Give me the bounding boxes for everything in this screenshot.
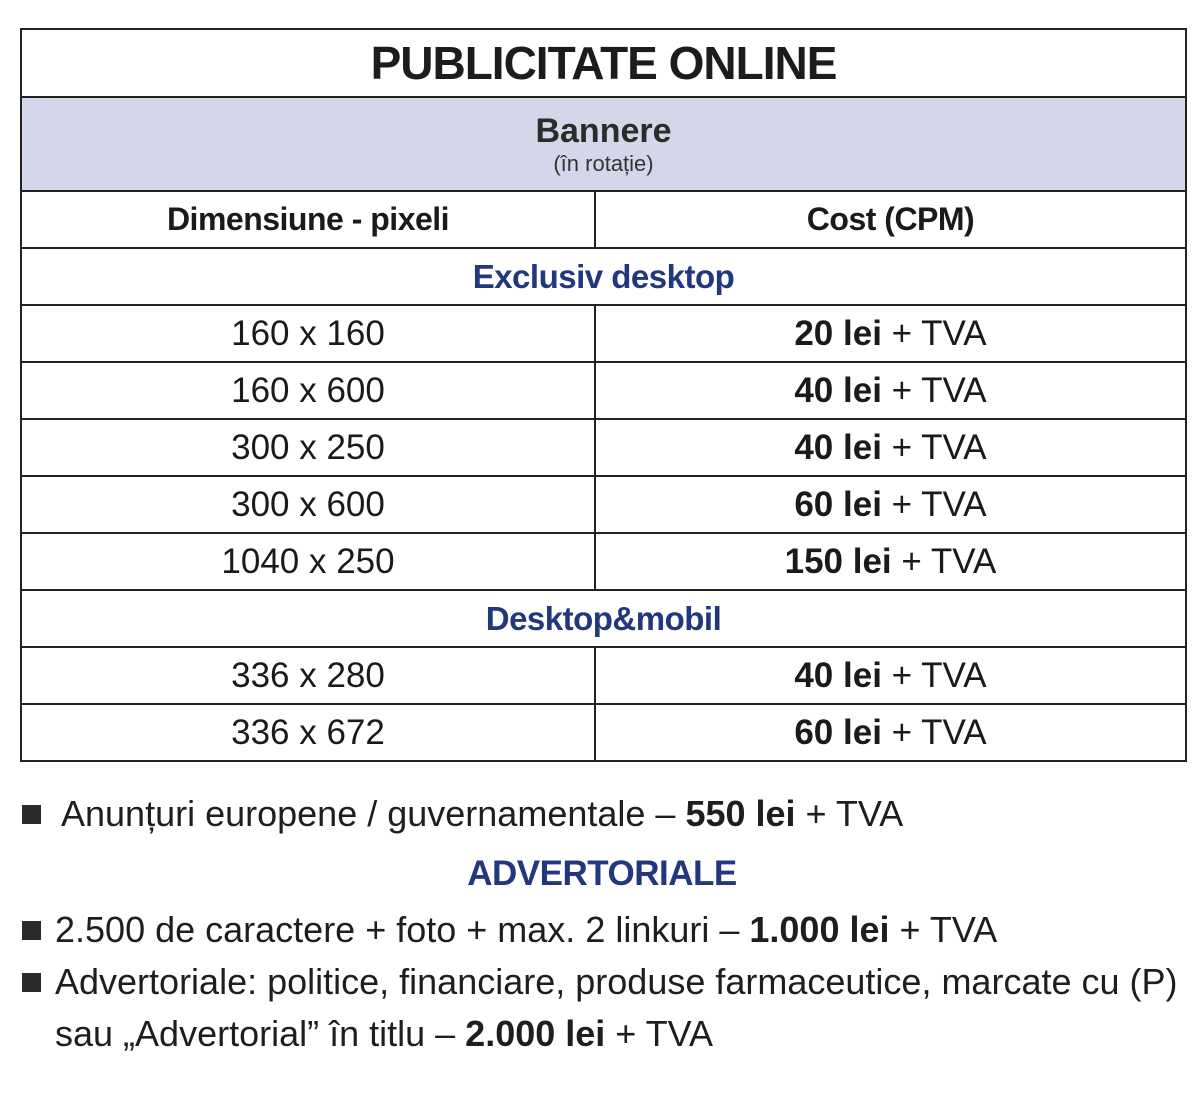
table-row: [21, 647, 1186, 704]
column-header-dimension: Dimensiune - pixeli: [21, 191, 595, 248]
announcements-label: Anunțuri europene / guvernamentale –: [61, 793, 686, 834]
notes-section: [22, 788, 1182, 1060]
announcements-text: [61, 788, 903, 840]
row-size: 336 x 280: [21, 647, 595, 704]
banner-subtitle: (în rotație): [553, 150, 654, 176]
row-tax: + TVA: [881, 313, 987, 353]
advertorial-price: 2.000 lei: [465, 1013, 606, 1054]
row-cost: [595, 533, 1186, 590]
table-row: [21, 533, 1186, 590]
advertorials-title: ADVERTORIALE: [467, 854, 737, 893]
row-cost: [595, 704, 1186, 761]
row-tax: + TVA: [881, 484, 987, 524]
section-desktop-mobil: Desktop&mobil: [21, 590, 1186, 647]
row-size: 300 x 600: [21, 476, 595, 533]
pricing-table: [20, 28, 1187, 762]
square-bullet-icon: [22, 805, 41, 824]
banner-header: [21, 97, 1186, 191]
row-price: 150 lei: [784, 541, 892, 581]
row-cost: [595, 305, 1186, 362]
row-size: 1040 x 250: [21, 533, 595, 590]
announcements-note: [22, 788, 1182, 840]
advertorial-label: Advertoriale: politice, financiare, produse farmaceutice, marcate cu (P) sau „Advertorial” în titlu –: [55, 961, 1178, 1054]
table-row: [21, 476, 1186, 533]
row-size: 160 x 600: [21, 362, 595, 419]
row-tax: + TVA: [881, 712, 987, 752]
row-price: 60 lei: [794, 712, 882, 752]
row-price: 40 lei: [794, 427, 882, 467]
advertorial-note: [22, 956, 1182, 1060]
square-bullet-icon: [22, 921, 41, 940]
square-bullet-icon: [22, 973, 41, 992]
advertorial-text: [55, 956, 1182, 1060]
table-row: [21, 419, 1186, 476]
table-row: [21, 704, 1186, 761]
row-cost: [595, 419, 1186, 476]
row-size: 160 x 160: [21, 305, 595, 362]
row-price: 20 lei: [794, 313, 882, 353]
table-title: PUBLICITATE ONLINE: [21, 29, 1186, 97]
row-cost: [595, 362, 1186, 419]
row-price: 40 lei: [794, 370, 882, 410]
row-price: 60 lei: [794, 484, 882, 524]
advertorial-tax: + TVA: [605, 1013, 714, 1054]
section-exclusiv-desktop: Exclusiv desktop: [21, 248, 1186, 305]
advertorial-tax: + TVA: [889, 909, 998, 950]
advertorial-price: 1.000 lei: [749, 909, 890, 950]
advertorial-text: [55, 904, 997, 956]
column-header-cost: Cost (CPM): [595, 191, 1186, 248]
row-cost: [595, 647, 1186, 704]
table-row: [21, 305, 1186, 362]
row-tax: + TVA: [891, 541, 997, 581]
row-size: 300 x 250: [21, 419, 595, 476]
banner-title: Bannere: [535, 111, 672, 150]
row-tax: + TVA: [881, 370, 987, 410]
advertorial-label: 2.500 de caractere + foto + max. 2 linkuri –: [55, 909, 750, 950]
table-row: [21, 362, 1186, 419]
advertorial-note: [22, 904, 1182, 956]
row-tax: + TVA: [881, 655, 987, 695]
row-size: 336 x 672: [21, 704, 595, 761]
row-cost: [595, 476, 1186, 533]
announcements-tax: + TVA: [795, 793, 904, 834]
announcements-price: 550 lei: [685, 793, 796, 834]
row-tax: + TVA: [881, 427, 987, 467]
row-price: 40 lei: [794, 655, 882, 695]
